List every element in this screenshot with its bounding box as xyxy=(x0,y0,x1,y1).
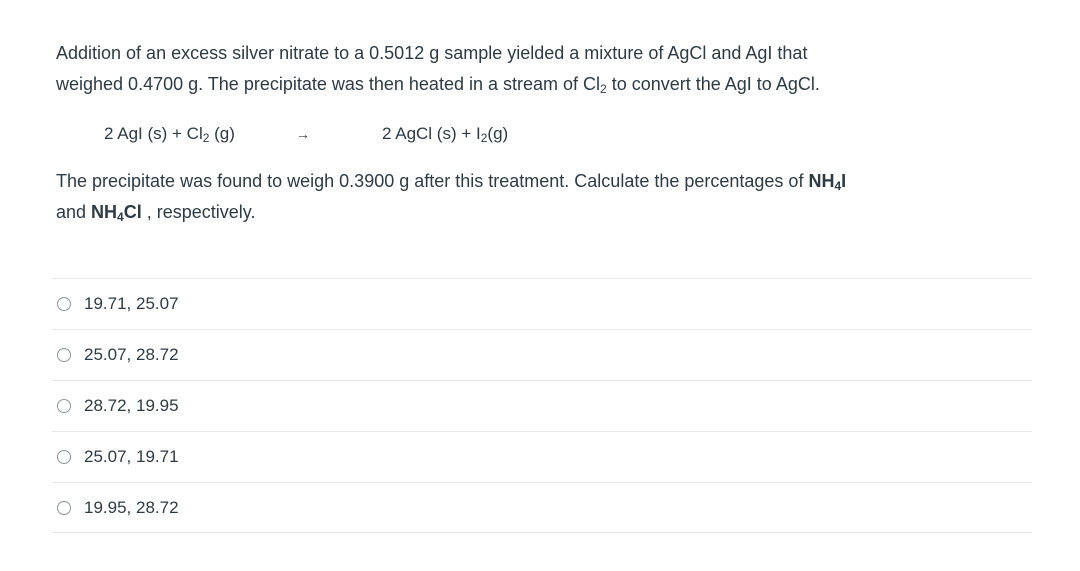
subscript: 4 xyxy=(117,210,124,224)
answer-option[interactable] xyxy=(52,431,1032,482)
formula-part: NH xyxy=(91,202,118,222)
nh4i-formula xyxy=(808,171,846,191)
equation-reactants xyxy=(104,119,235,149)
question-line-4-text-b: , respectively. xyxy=(141,202,256,222)
answer-option[interactable] xyxy=(52,482,1032,533)
equation-products xyxy=(382,119,508,149)
question-line-2-text-a: weighed 0.4700 g. The precipitate was then heated in a stream of Cl xyxy=(56,74,601,94)
answer-label: 19.71, 25.07 xyxy=(84,294,179,313)
reactants-text-b: (g) xyxy=(209,124,235,143)
answer-choices xyxy=(52,278,1032,533)
answer-label: 28.72, 19.95 xyxy=(84,396,179,415)
reactants-text-a: 2 AgI (s) + Cl xyxy=(104,124,203,143)
answer-option[interactable] xyxy=(52,329,1032,380)
question-line-3-text: The precipitate was found to weigh 0.3900 g after this treatment. Calculate the percentages of xyxy=(56,171,809,191)
nh4cl-formula xyxy=(91,202,142,222)
question-line-1 xyxy=(56,38,1036,69)
question-line-2 xyxy=(56,69,1036,100)
subscript: 4 xyxy=(834,179,842,193)
question-line-2-text-b: to convert the AgI to AgCl. xyxy=(606,74,820,94)
radio-button[interactable] xyxy=(57,450,71,464)
subscript: 2 xyxy=(480,131,488,145)
answer-label: 25.07, 28.72 xyxy=(84,345,179,364)
formula-part: NH xyxy=(808,171,835,191)
subscript: 2 xyxy=(202,131,210,145)
question-text xyxy=(56,38,1036,100)
answer-label: 25.07, 19.71 xyxy=(84,447,179,466)
radio-button[interactable] xyxy=(57,297,71,311)
products-text-b: (g) xyxy=(487,124,509,143)
answer-option[interactable] xyxy=(52,278,1032,329)
formula-part: Cl xyxy=(123,202,142,222)
radio-button[interactable] xyxy=(57,399,71,413)
radio-button[interactable] xyxy=(57,348,71,362)
question-line-4 xyxy=(56,197,1036,228)
radio-button[interactable] xyxy=(57,501,71,515)
question-line-4-text-a: and xyxy=(56,202,92,222)
answer-option[interactable] xyxy=(52,380,1032,431)
question-line-1-text: Addition of an excess silver nitrate to a 0.5012 g sample yielded a mixture of AgCl and AgI that xyxy=(56,43,808,63)
subscript: 2 xyxy=(600,82,607,96)
products-text-a: 2 AgCl (s) + I xyxy=(382,124,481,143)
answer-label: 19.95, 28.72 xyxy=(84,497,179,517)
reaction-arrow-icon: → xyxy=(296,126,310,142)
formula-part: I xyxy=(841,171,847,191)
question-line-3 xyxy=(56,166,1036,197)
question-prompt xyxy=(56,166,1036,228)
